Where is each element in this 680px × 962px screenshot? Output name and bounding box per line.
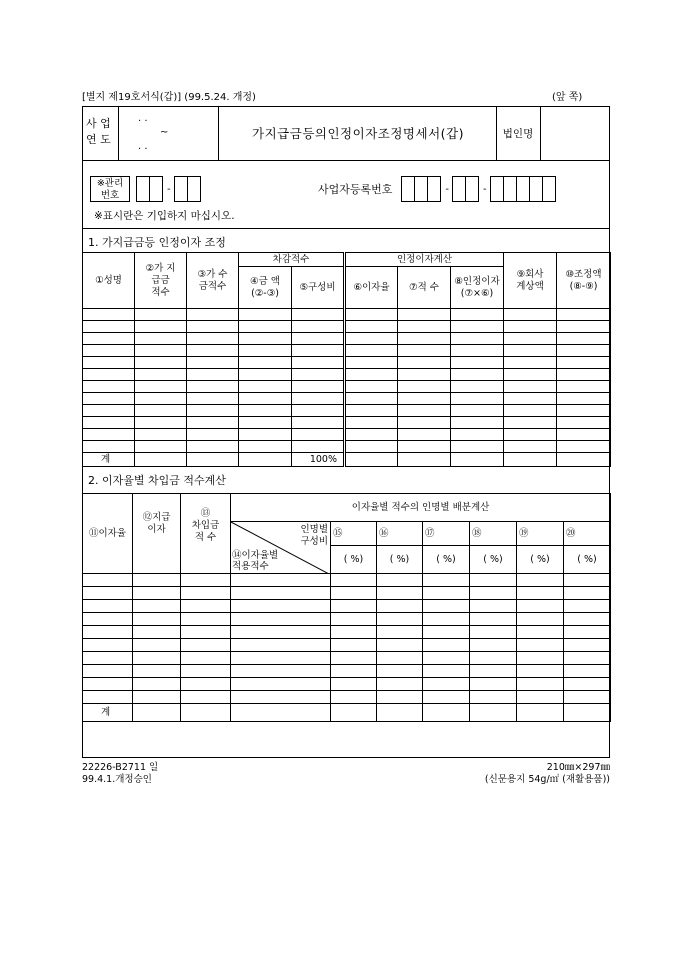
input-cell[interactable] — [187, 429, 239, 441]
col-borrow-header: ⑬ 차입금 적 수 — [181, 494, 231, 574]
group-deduct-header: 차감적수 — [239, 253, 345, 267]
input-cell[interactable] — [231, 639, 331, 652]
input-cell[interactable] — [239, 345, 292, 357]
input-cell[interactable] — [231, 587, 331, 600]
input-cell[interactable] — [239, 333, 292, 345]
input-cell[interactable] — [423, 574, 470, 587]
input-cell[interactable] — [181, 626, 231, 639]
input-cell[interactable] — [239, 369, 292, 381]
input-cell[interactable] — [133, 626, 181, 639]
form-title: 가지급금등의인정이자조정명세서(갑) — [252, 126, 464, 141]
input-cell[interactable] — [564, 613, 611, 626]
alloc-col-18: ⑱ — [470, 522, 517, 546]
period-value[interactable]: . . ~ . . — [138, 113, 169, 152]
input-cell[interactable] — [231, 652, 331, 665]
input-cell[interactable] — [423, 678, 470, 691]
section2-total-row — [83, 704, 611, 722]
input-cell[interactable] — [135, 381, 187, 393]
input-cell[interactable] — [292, 393, 345, 405]
input-cell[interactable] — [83, 381, 135, 393]
input-cell[interactable] — [231, 574, 331, 587]
table-row — [83, 600, 611, 613]
input-cell[interactable] — [331, 587, 377, 600]
input-cell[interactable] — [331, 626, 377, 639]
table-row — [83, 691, 611, 704]
input-cell[interactable] — [239, 381, 292, 393]
input-cell[interactable] — [504, 345, 557, 357]
input-cell[interactable] — [187, 321, 239, 333]
group-interest-header: 인정이자계산 — [345, 253, 504, 267]
table-row — [83, 429, 611, 441]
input-cell[interactable] — [517, 691, 564, 704]
input-cell[interactable] — [517, 639, 564, 652]
pct-cell[interactable]: ( %) — [470, 546, 517, 574]
input-cell[interactable] — [331, 665, 377, 678]
input-cell[interactable] — [133, 587, 181, 600]
input-cell[interactable] — [470, 639, 517, 652]
input-cell[interactable] — [423, 639, 470, 652]
input-cell[interactable] — [135, 405, 187, 417]
input-cell[interactable] — [181, 678, 231, 691]
input-cell[interactable] — [451, 429, 504, 441]
pct-cell[interactable]: ( %) — [331, 546, 377, 574]
col-rate-header: ⑥이자율 — [345, 267, 398, 309]
input-cell[interactable] — [135, 321, 187, 333]
table-row — [83, 369, 611, 381]
input-cell[interactable] — [398, 309, 451, 321]
input-cell[interactable] — [133, 652, 181, 665]
section2-table — [82, 493, 611, 722]
col-ratio-header: ⑤구성비 — [292, 267, 345, 309]
input-cell[interactable] — [423, 665, 470, 678]
input-cell[interactable] — [504, 369, 557, 381]
input-cell[interactable] — [231, 600, 331, 613]
input-cell[interactable] — [564, 587, 611, 600]
input-cell[interactable] — [398, 321, 451, 333]
input-cell[interactable] — [564, 626, 611, 639]
input-cell[interactable] — [504, 357, 557, 369]
table-row — [83, 678, 611, 691]
input-cell[interactable] — [83, 678, 133, 691]
input-cell[interactable] — [331, 639, 377, 652]
input-cell[interactable] — [292, 333, 345, 345]
input-cell[interactable] — [83, 321, 135, 333]
input-cell[interactable] — [504, 333, 557, 345]
input-cell[interactable] — [331, 678, 377, 691]
input-cell[interactable] — [451, 393, 504, 405]
table-row — [83, 333, 611, 345]
input-cell[interactable] — [564, 691, 611, 704]
input-cell[interactable] — [239, 429, 292, 441]
input-cell[interactable] — [504, 417, 557, 429]
input-cell[interactable] — [377, 574, 423, 587]
input-cell[interactable] — [135, 333, 187, 345]
input-cell[interactable] — [451, 309, 504, 321]
mgmt-label: ※관리 번호 — [90, 176, 130, 202]
input-cell[interactable] — [470, 600, 517, 613]
input-cell[interactable] — [83, 665, 133, 678]
input-cell[interactable] — [564, 665, 611, 678]
col-received-header: ③가 수 금적수 — [187, 253, 239, 309]
alloc-col-20: ⑳ — [564, 522, 611, 546]
input-cell[interactable] — [398, 417, 451, 429]
table-row — [83, 309, 611, 321]
input-cell[interactable] — [133, 574, 181, 587]
input-cell[interactable] — [423, 600, 470, 613]
col-recognized-header: ⑧인정이자 (⑦×⑥) — [451, 267, 504, 309]
input-cell[interactable] — [557, 321, 611, 333]
table-row — [83, 441, 611, 453]
input-cell[interactable] — [181, 613, 231, 626]
table-row — [83, 417, 611, 429]
input-cell[interactable] — [83, 574, 133, 587]
input-cell[interactable] — [239, 309, 292, 321]
input-cell[interactable] — [239, 417, 292, 429]
input-cell[interactable] — [557, 381, 611, 393]
input-cell[interactable] — [292, 369, 345, 381]
input-cell[interactable] — [83, 333, 135, 345]
input-cell[interactable] — [517, 587, 564, 600]
input-cell[interactable] — [135, 441, 187, 453]
input-cell[interactable] — [135, 429, 187, 441]
input-cell[interactable] — [83, 652, 133, 665]
input-cell[interactable] — [423, 691, 470, 704]
section2-title: 2. 이자율별 차입금 적수계산 — [88, 474, 226, 487]
input-cell[interactable] — [470, 613, 517, 626]
alloc-col-17: ⑰ — [423, 522, 470, 546]
input-cell[interactable] — [451, 333, 504, 345]
corp-name-label: 법인명 — [502, 128, 534, 140]
input-cell[interactable] — [135, 345, 187, 357]
input-cell[interactable] — [557, 417, 611, 429]
table-row — [83, 613, 611, 626]
footer-code: 22226-B2711 일 99.4.1.개정승인 — [82, 762, 159, 785]
input-cell[interactable] — [181, 652, 231, 665]
col-paid-interest-header: ⑫지급 이자 — [133, 494, 181, 574]
biz-reg-number[interactable]: 사업자등록번호 - - — [318, 175, 556, 203]
input-cell[interactable] — [470, 652, 517, 665]
input-cell[interactable] — [451, 357, 504, 369]
input-cell[interactable] — [377, 665, 423, 678]
input-cell[interactable] — [504, 405, 557, 417]
input-cell[interactable] — [451, 321, 504, 333]
col-amount-header: ④금 액 (②-③) — [239, 267, 292, 309]
input-cell[interactable] — [557, 345, 611, 357]
input-cell[interactable] — [557, 309, 611, 321]
input-cell[interactable] — [504, 321, 557, 333]
input-cell[interactable] — [557, 357, 611, 369]
input-cell[interactable] — [331, 600, 377, 613]
input-cell[interactable] — [564, 639, 611, 652]
input-cell[interactable] — [345, 333, 398, 345]
input-cell[interactable] — [517, 665, 564, 678]
input-cell[interactable] — [423, 626, 470, 639]
input-cell[interactable] — [181, 639, 231, 652]
input-cell[interactable] — [517, 626, 564, 639]
input-cell[interactable] — [345, 309, 398, 321]
input-cell[interactable] — [470, 678, 517, 691]
input-cell[interactable] — [135, 369, 187, 381]
input-cell[interactable] — [135, 417, 187, 429]
biz-reg-label: 사업자등록번호 — [318, 183, 393, 196]
input-cell[interactable] — [470, 626, 517, 639]
input-cell[interactable] — [231, 665, 331, 678]
input-cell[interactable] — [83, 626, 133, 639]
input-cell[interactable] — [239, 321, 292, 333]
input-cell[interactable] — [83, 357, 135, 369]
input-cell[interactable] — [398, 381, 451, 393]
input-cell[interactable] — [564, 678, 611, 691]
input-cell[interactable] — [345, 393, 398, 405]
input-cell[interactable] — [133, 691, 181, 704]
alloc-col-15: ⑮ — [331, 522, 377, 546]
col-company-header: ⑨회사 계상액 — [504, 253, 557, 309]
input-cell[interactable] — [504, 393, 557, 405]
input-cell[interactable] — [187, 309, 239, 321]
input-cell[interactable] — [504, 429, 557, 441]
input-cell[interactable] — [133, 665, 181, 678]
input-cell[interactable] — [83, 600, 133, 613]
input-cell[interactable] — [423, 613, 470, 626]
input-cell[interactable] — [187, 345, 239, 357]
table-row — [83, 393, 611, 405]
input-cell[interactable] — [83, 429, 135, 441]
input-cell[interactable] — [292, 429, 345, 441]
input-cell[interactable] — [423, 587, 470, 600]
table-row — [83, 639, 611, 652]
input-cell[interactable] — [377, 678, 423, 691]
input-cell[interactable] — [564, 652, 611, 665]
input-cell[interactable] — [331, 652, 377, 665]
input-cell[interactable] — [423, 652, 470, 665]
period-label: 사 업 연 도 — [86, 117, 111, 146]
mgmt-number[interactable]: ※관리 번호 - — [90, 175, 201, 203]
pct-cell[interactable]: ( %) — [564, 546, 611, 574]
input-cell[interactable] — [135, 357, 187, 369]
input-cell[interactable] — [187, 441, 239, 453]
input-cell[interactable] — [83, 639, 133, 652]
input-cell[interactable] — [292, 309, 345, 321]
table-row — [83, 626, 611, 639]
input-cell[interactable] — [470, 691, 517, 704]
section1-total-row — [83, 453, 611, 467]
input-cell[interactable] — [231, 613, 331, 626]
input-cell[interactable] — [187, 369, 239, 381]
total-label: 계 — [83, 453, 135, 467]
input-cell[interactable] — [517, 678, 564, 691]
input-cell[interactable] — [83, 369, 135, 381]
table-row — [83, 665, 611, 678]
input-cell[interactable] — [331, 691, 377, 704]
input-cell[interactable] — [187, 333, 239, 345]
input-cell[interactable] — [398, 429, 451, 441]
input-cell[interactable] — [377, 626, 423, 639]
input-cell[interactable] — [345, 357, 398, 369]
pct-cell[interactable]: ( %) — [377, 546, 423, 574]
pct-cell[interactable]: ( %) — [517, 546, 564, 574]
input-cell[interactable] — [557, 429, 611, 441]
input-cell[interactable] — [451, 441, 504, 453]
input-cell[interactable] — [133, 613, 181, 626]
input-cell[interactable] — [187, 405, 239, 417]
input-cell[interactable] — [517, 600, 564, 613]
input-cell[interactable] — [517, 613, 564, 626]
input-cell[interactable] — [231, 678, 331, 691]
input-cell[interactable] — [345, 381, 398, 393]
input-cell[interactable] — [133, 600, 181, 613]
diagonal-header-cell — [231, 522, 331, 574]
col-sum-header: ⑦적 수 — [398, 267, 451, 309]
input-cell[interactable] — [83, 405, 135, 417]
input-cell[interactable] — [377, 587, 423, 600]
table-row — [83, 574, 611, 587]
diag-bottom: ⑭이자율별 적용적수 — [232, 550, 279, 572]
input-cell[interactable] — [239, 357, 292, 369]
input-cell[interactable] — [557, 405, 611, 417]
input-cell[interactable] — [504, 309, 557, 321]
input-cell[interactable] — [292, 381, 345, 393]
table-row — [83, 587, 611, 600]
input-cell[interactable] — [377, 691, 423, 704]
input-cell[interactable] — [187, 393, 239, 405]
input-cell[interactable] — [398, 333, 451, 345]
form-id: [별지 제19호서식(갑)] (99.5.24. 개정) — [82, 92, 256, 103]
input-cell[interactable] — [398, 393, 451, 405]
input-cell[interactable] — [292, 321, 345, 333]
input-cell[interactable] — [557, 393, 611, 405]
input-cell[interactable] — [504, 381, 557, 393]
input-cell[interactable] — [292, 441, 345, 453]
input-cell[interactable] — [239, 393, 292, 405]
input-cell[interactable] — [470, 574, 517, 587]
input-cell[interactable] — [517, 574, 564, 587]
input-cell[interactable] — [331, 613, 377, 626]
input-cell[interactable] — [83, 309, 135, 321]
input-cell[interactable] — [557, 441, 611, 453]
pct-cell[interactable]: ( %) — [423, 546, 470, 574]
total-label: 계 — [83, 704, 133, 722]
input-cell[interactable] — [345, 441, 398, 453]
input-cell[interactable] — [557, 369, 611, 381]
input-cell[interactable] — [187, 417, 239, 429]
col-advance-header: ②가 지 급금 적수 — [135, 253, 187, 309]
registration-note: ※표시란은 기입하지 마십시오. — [94, 210, 235, 222]
alloc-col-19: ⑲ — [517, 522, 564, 546]
input-cell[interactable] — [377, 652, 423, 665]
page-side: (앞 쪽) — [552, 92, 583, 103]
input-cell[interactable] — [345, 429, 398, 441]
diag-top: 인명별 구성비 — [300, 524, 328, 547]
input-cell[interactable] — [181, 600, 231, 613]
input-cell[interactable] — [83, 417, 135, 429]
input-cell[interactable] — [292, 405, 345, 417]
input-cell[interactable] — [83, 441, 135, 453]
input-cell[interactable] — [83, 587, 133, 600]
col-adjust-header: ⑩조정액 (⑧-⑨) — [557, 253, 611, 309]
input-cell[interactable] — [181, 665, 231, 678]
input-cell[interactable] — [231, 626, 331, 639]
section1-table — [82, 252, 611, 467]
input-cell[interactable] — [470, 665, 517, 678]
input-cell[interactable] — [83, 691, 133, 704]
input-cell[interactable] — [398, 441, 451, 453]
col-rate2-header: ⑪이자율 — [83, 494, 133, 574]
table-row — [83, 381, 611, 393]
input-cell[interactable] — [557, 333, 611, 345]
input-cell[interactable] — [187, 381, 239, 393]
alloc-col-16: ⑯ — [377, 522, 423, 546]
input-cell[interactable] — [517, 652, 564, 665]
input-cell[interactable] — [181, 587, 231, 600]
input-cell[interactable] — [239, 405, 292, 417]
input-cell[interactable] — [83, 393, 135, 405]
input-cell[interactable] — [331, 574, 377, 587]
input-cell[interactable] — [345, 369, 398, 381]
input-cell[interactable] — [133, 639, 181, 652]
table-row — [83, 321, 611, 333]
group-alloc-header: 이자율별 적수의 인명별 배분계산 — [231, 494, 611, 522]
input-cell[interactable] — [398, 369, 451, 381]
table-row — [83, 652, 611, 665]
input-cell[interactable] — [239, 441, 292, 453]
input-cell[interactable] — [451, 405, 504, 417]
input-cell[interactable] — [135, 393, 187, 405]
input-cell[interactable] — [377, 600, 423, 613]
input-cell[interactable] — [377, 613, 423, 626]
total-ratio: 100% — [292, 453, 345, 467]
input-cell[interactable] — [564, 600, 611, 613]
input-cell[interactable] — [135, 309, 187, 321]
col-name-header: ①성명 — [83, 253, 135, 309]
input-cell[interactable] — [451, 345, 504, 357]
input-cell[interactable] — [398, 345, 451, 357]
input-cell[interactable] — [398, 405, 451, 417]
input-cell[interactable] — [470, 587, 517, 600]
table-row — [83, 345, 611, 357]
input-cell[interactable] — [564, 574, 611, 587]
table-row — [83, 405, 611, 417]
input-cell[interactable] — [133, 678, 181, 691]
input-cell[interactable] — [345, 417, 398, 429]
input-cell[interactable] — [451, 417, 504, 429]
input-cell[interactable] — [83, 613, 133, 626]
input-cell[interactable] — [377, 639, 423, 652]
input-cell[interactable] — [345, 345, 398, 357]
input-cell[interactable] — [292, 417, 345, 429]
input-cell[interactable] — [345, 321, 398, 333]
input-cell[interactable] — [292, 345, 345, 357]
input-cell[interactable] — [181, 574, 231, 587]
input-cell[interactable] — [292, 357, 345, 369]
input-cell[interactable] — [504, 441, 557, 453]
input-cell[interactable] — [187, 357, 239, 369]
input-cell[interactable] — [181, 691, 231, 704]
section1-title: 1. 가지급금등 인정이자 조정 — [88, 236, 226, 249]
input-cell[interactable] — [451, 381, 504, 393]
footer-paper: 210㎜×297㎜ (신문용지 54g/㎡ (재활용품)) — [484, 762, 610, 785]
input-cell[interactable] — [398, 357, 451, 369]
table-row — [83, 357, 611, 369]
input-cell[interactable] — [451, 369, 504, 381]
input-cell[interactable] — [345, 405, 398, 417]
input-cell[interactable] — [83, 345, 135, 357]
corp-name-value[interactable] — [541, 107, 609, 159]
input-cell[interactable] — [231, 691, 331, 704]
